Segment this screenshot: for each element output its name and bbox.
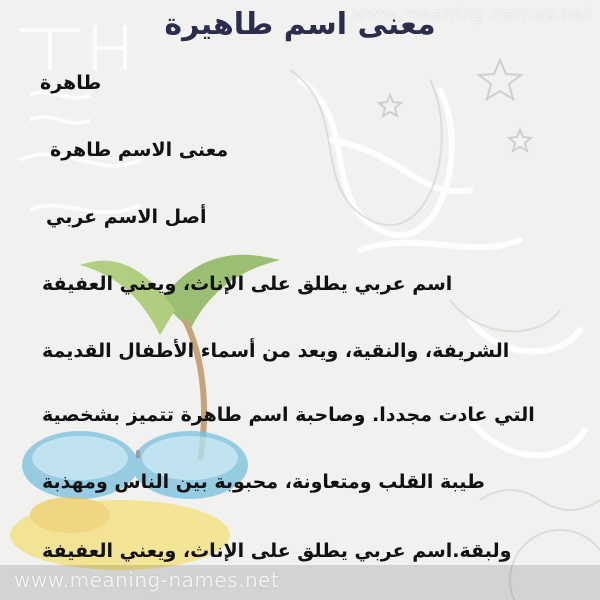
watermark-bottom[interactable]: www.meaning-names.net bbox=[14, 568, 280, 592]
description-text-5: ولبقة.اسم عربي يطلق على الإناث، ويعني العفيفة bbox=[42, 540, 512, 562]
description-line-5 bbox=[42, 533, 562, 569]
origin-text: أصل الاسم عربي bbox=[46, 206, 207, 228]
description-line-3 bbox=[42, 397, 562, 433]
description-text-4: طيبة القلب ومتعاونة، محبوبة بين الناس ومهذبة bbox=[42, 471, 485, 493]
description-text-1: اسم عربي يطلق على الإناث، ويعني العفيفة bbox=[42, 273, 453, 295]
meaning-heading-text: معنى الاسم طاهرة bbox=[50, 139, 229, 161]
description-line-1 bbox=[42, 266, 562, 302]
name-text: طاهرة bbox=[40, 72, 102, 94]
name-line bbox=[40, 65, 560, 101]
description-line-2 bbox=[42, 333, 562, 369]
page-title: معنى اسم طاهيرة bbox=[164, 7, 436, 42]
description-text-2: الشريفة، والنقية، ويعد من أسماء الأطفال القديمة bbox=[42, 340, 510, 362]
origin-line bbox=[46, 199, 566, 235]
meaning-heading-line bbox=[50, 132, 570, 168]
description-text-3: التي عادت مجددا. وصاحبة اسم طاهرة تتميز بشخصية bbox=[42, 404, 535, 426]
watermark-top: www.meaning-names.net bbox=[352, 4, 592, 25]
description-line-4 bbox=[42, 464, 562, 500]
